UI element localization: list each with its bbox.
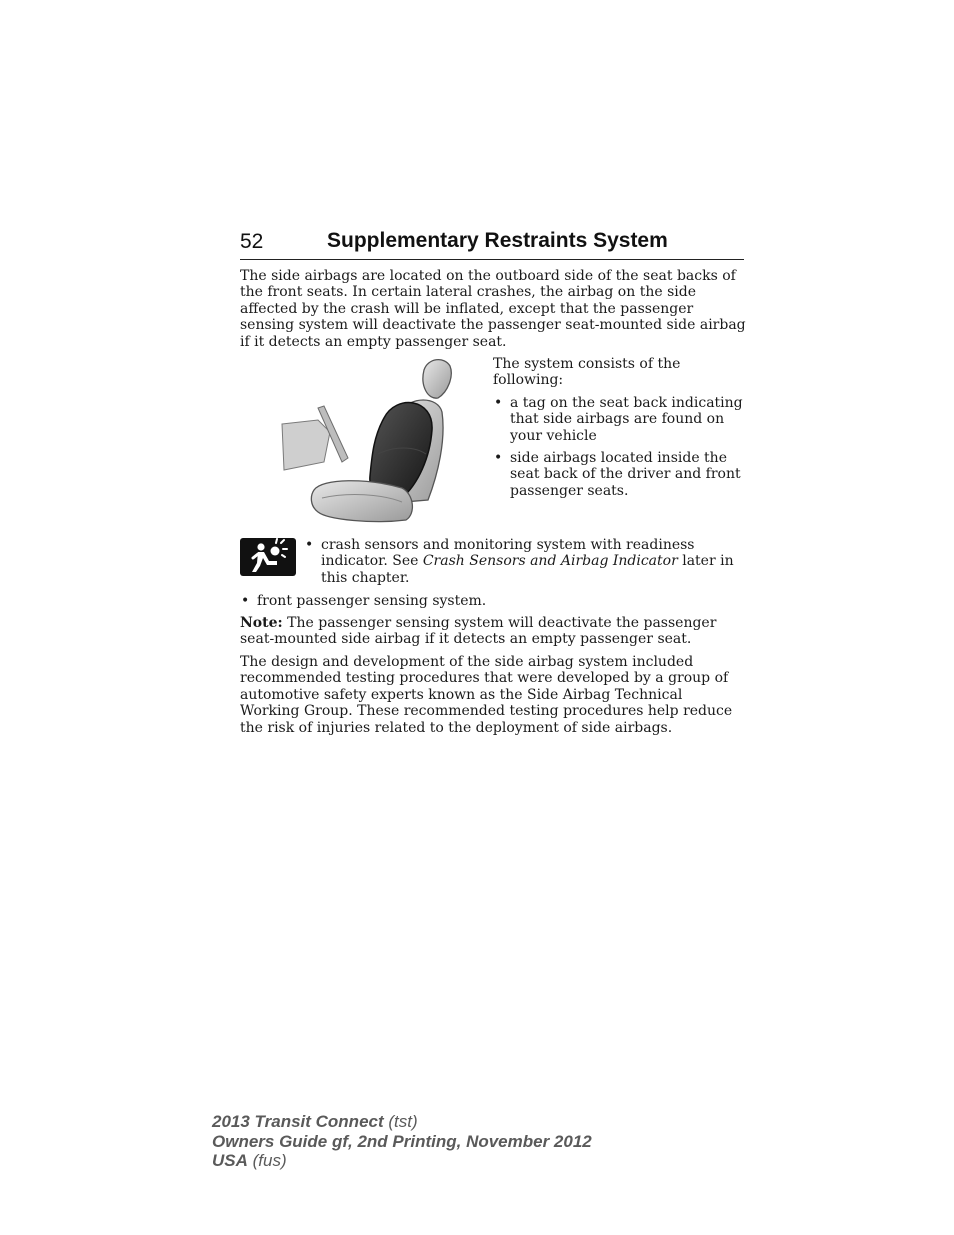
note-text: The passenger sensing system will deactivate the passenger seat-mounted side airbag if it detects an empty passenger seat. — [240, 615, 717, 648]
note-paragraph — [240, 615, 746, 648]
list-item — [240, 593, 746, 609]
list-item-text: side airbags located inside the seat back of the driver and front passenger seats. — [510, 450, 741, 499]
design-paragraph: The design and development of the side airbag system included recommended testing procedures that were developed by a group of automotive safety experts known as the Side Airbag Technical Working Group. These recommended testing procedures help reduce the risk of injuries related to the deployment of side airbags. — [240, 654, 733, 736]
note-label: Note: — [240, 615, 283, 631]
bullet: • — [494, 450, 503, 467]
list-item-text: a tag on the seat back indicating that side airbags are found on your vehicle — [510, 394, 743, 444]
crash-sensors-item — [304, 537, 746, 586]
intro-paragraph: The side airbags are located on the outboard side of the seat backs of the front seats. In certain lateral crashes, the airbag on the side affected by the crash will be inflated, except that the passenger sensing system will deactivate the passenger seat-mounted side airbag if it detects an empty passenger seat. — [240, 268, 746, 350]
footer-model-code: (tst) — [383, 1112, 418, 1131]
footer-model: 2013 Transit Connect — [212, 1112, 384, 1131]
system-lead: The system consists of the following: — [493, 356, 681, 389]
bullet: • — [241, 593, 250, 609]
crash-item-text-end: later in this chapter. — [321, 553, 734, 586]
footer-line-2 — [212, 1132, 592, 1152]
footer-line-1 — [212, 1112, 592, 1132]
airbag-warning-icon — [240, 538, 296, 576]
section-title: Supplementary Restraints System — [327, 229, 668, 252]
page-number: 52 — [240, 230, 264, 253]
system-components — [493, 356, 745, 505]
seat-side-airbag-illustration — [278, 354, 468, 526]
list-item — [493, 395, 745, 444]
list-item — [304, 537, 746, 586]
footer-market: USA — [212, 1151, 248, 1170]
footer-printing: Owners Guide gf, 2nd Printing, November 2012 — [212, 1131, 592, 1151]
crash-sensors-reference: Crash Sensors and Airbag Indicator — [422, 553, 678, 570]
list-item-text: front passenger sensing system. — [257, 593, 487, 609]
system-list — [493, 395, 745, 499]
page-footer — [212, 1112, 592, 1171]
page-header — [240, 229, 744, 260]
passenger-sensing-item — [240, 593, 746, 609]
footer-market-code: (fus) — [247, 1151, 287, 1170]
footer-line-3 — [212, 1151, 592, 1171]
list-item — [493, 450, 745, 499]
bullet: • — [494, 394, 503, 411]
crash-item-text: crash sensors and monitoring system with readiness indicator. See — [321, 537, 695, 570]
bullet: • — [305, 537, 314, 553]
